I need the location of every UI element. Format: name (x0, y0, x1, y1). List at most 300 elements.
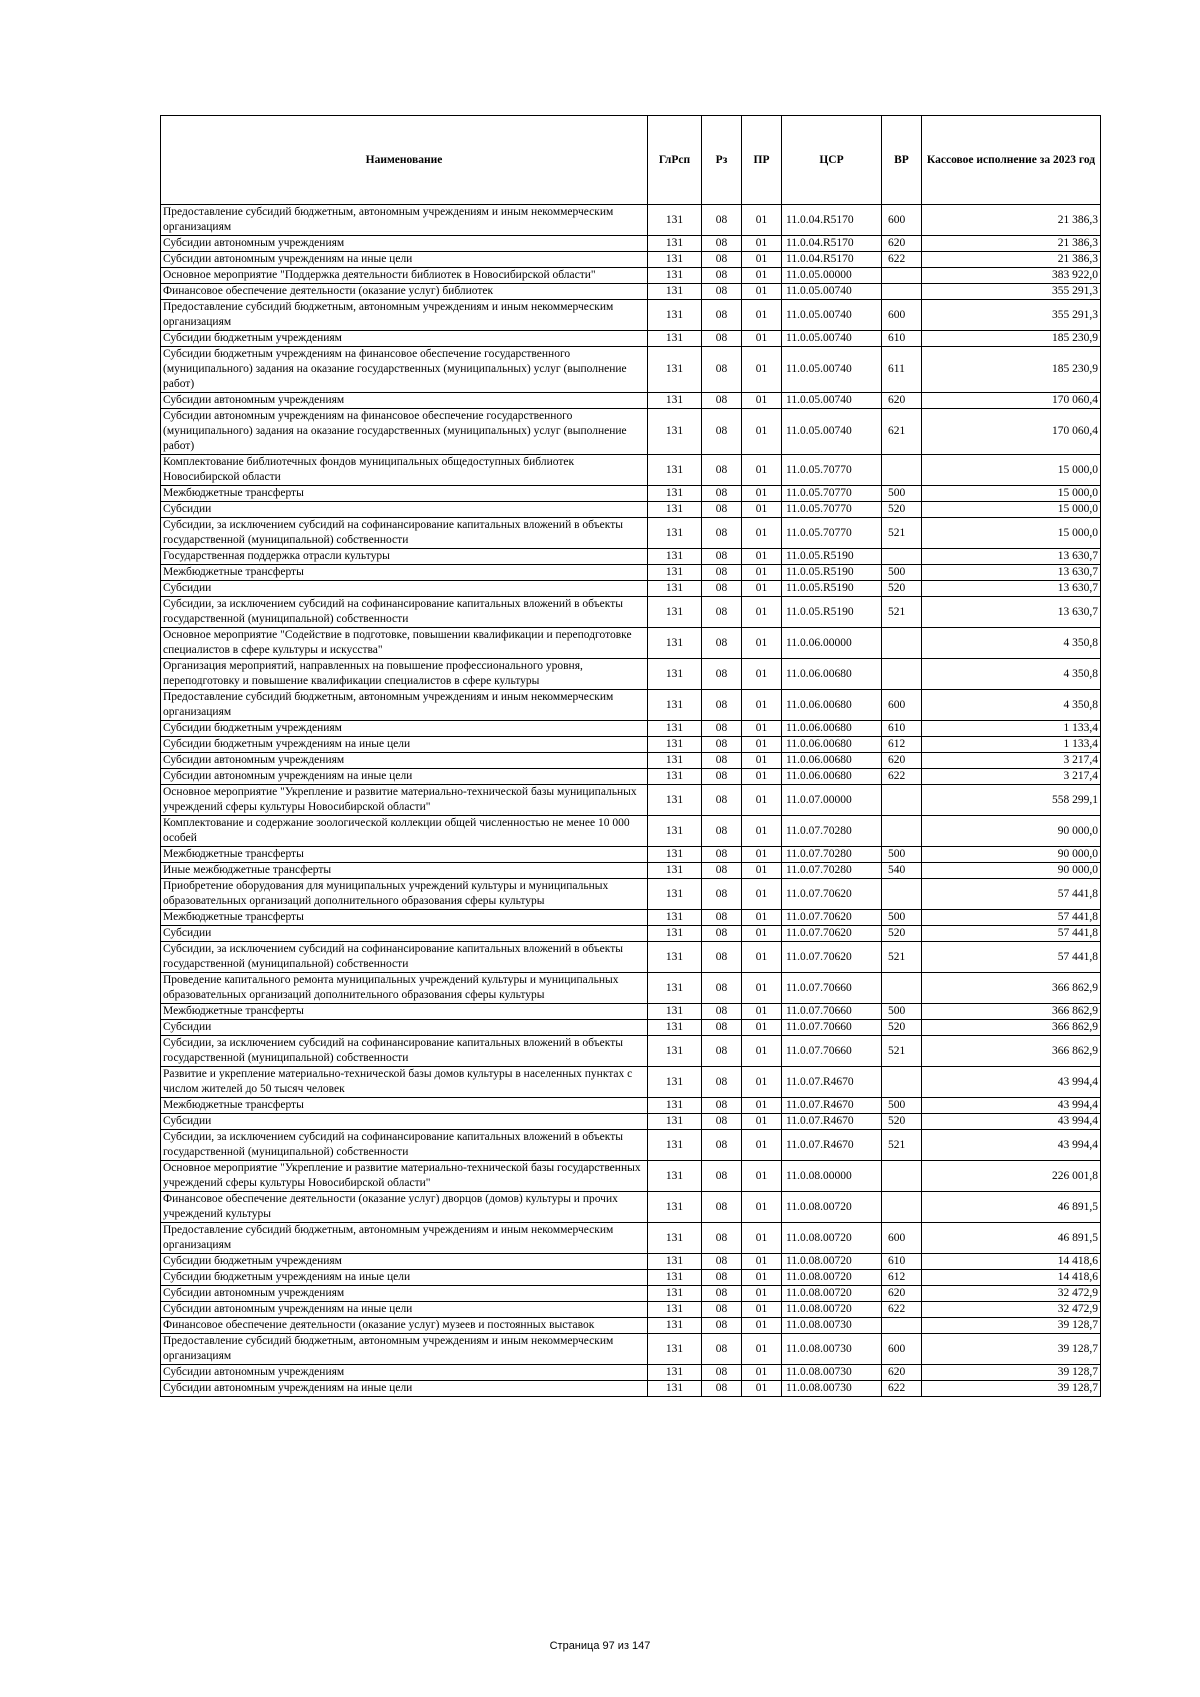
cell-name: Межбюджетные трансферты (161, 1098, 648, 1114)
cell-pr: 01 (742, 910, 782, 926)
cell-rz: 08 (702, 518, 742, 549)
cell-vr: 620 (882, 1365, 922, 1381)
table-row (161, 1334, 1101, 1365)
cell-vr: 521 (882, 1036, 922, 1067)
cell-vr: 521 (882, 597, 922, 628)
table-row (161, 769, 1101, 785)
cell-pr: 01 (742, 1223, 782, 1254)
cell-name: Государственная поддержка отрасли культуры (161, 549, 648, 565)
cell-pr: 01 (742, 284, 782, 300)
cell-pr: 01 (742, 863, 782, 879)
cell-glrsp: 131 (648, 486, 702, 502)
cell-name: Субсидии (161, 581, 648, 597)
cell-amount: 32 472,9 (922, 1286, 1101, 1302)
cell-name: Субсидии бюджетным учреждениям на иные цели (161, 737, 648, 753)
cell-csr: 11.0.05.00740 (782, 393, 882, 409)
cell-name: Развитие и укрепление материально-технической базы домов культуры в населенных пунктах с числом жителей до 50 тысяч человек (161, 1067, 648, 1098)
cell-csr: 11.0.07.70620 (782, 942, 882, 973)
cell-rz: 08 (702, 393, 742, 409)
cell-rz: 08 (702, 973, 742, 1004)
cell-pr: 01 (742, 268, 782, 284)
table-row (161, 1067, 1101, 1098)
cell-pr: 01 (742, 1270, 782, 1286)
cell-pr: 01 (742, 926, 782, 942)
table-row (161, 347, 1101, 393)
cell-rz: 08 (702, 1192, 742, 1223)
cell-amount: 4 350,8 (922, 690, 1101, 721)
cell-amount: 383 922,0 (922, 268, 1101, 284)
cell-name: Межбюджетные трансферты (161, 1004, 648, 1020)
cell-name: Субсидии (161, 926, 648, 942)
table-row (161, 1130, 1101, 1161)
cell-amount: 15 000,0 (922, 518, 1101, 549)
cell-csr: 11.0.07.R4670 (782, 1067, 882, 1098)
cell-pr: 01 (742, 690, 782, 721)
cell-pr: 01 (742, 1302, 782, 1318)
table-row (161, 284, 1101, 300)
cell-rz: 08 (702, 331, 742, 347)
table-row (161, 486, 1101, 502)
cell-csr: 11.0.08.00720 (782, 1270, 882, 1286)
cell-glrsp: 131 (648, 942, 702, 973)
cell-csr: 11.0.08.00720 (782, 1192, 882, 1223)
cell-vr (882, 1318, 922, 1334)
cell-csr: 11.0.07.70660 (782, 1020, 882, 1036)
cell-glrsp: 131 (648, 1130, 702, 1161)
cell-rz: 08 (702, 1098, 742, 1114)
cell-name: Субсидии бюджетным учреждениям на финансовое обеспечение государственного (муниципального) задания на оказание государственных (муниципальных) услуг (выполнение работ) (161, 347, 648, 393)
cell-vr: 610 (882, 1254, 922, 1270)
cell-csr: 11.0.06.00680 (782, 659, 882, 690)
cell-amount: 57 441,8 (922, 910, 1101, 926)
cell-vr: 520 (882, 502, 922, 518)
cell-pr: 01 (742, 1334, 782, 1365)
cell-pr: 01 (742, 1318, 782, 1334)
cell-pr: 01 (742, 455, 782, 486)
cell-csr: 11.0.07.70620 (782, 879, 882, 910)
cell-rz: 08 (702, 409, 742, 455)
table-row (161, 1254, 1101, 1270)
cell-name: Субсидии автономным учреждениям (161, 236, 648, 252)
budget-table (160, 115, 1101, 1397)
cell-csr: 11.0.07.70660 (782, 1004, 882, 1020)
cell-amount: 1 133,4 (922, 721, 1101, 737)
cell-pr: 01 (742, 597, 782, 628)
cell-vr (882, 628, 922, 659)
cell-rz: 08 (702, 1130, 742, 1161)
table-row (161, 1286, 1101, 1302)
cell-glrsp: 131 (648, 1302, 702, 1318)
cell-csr: 11.0.07.R4670 (782, 1130, 882, 1161)
cell-name: Межбюджетные трансферты (161, 565, 648, 581)
cell-pr: 01 (742, 1254, 782, 1270)
table-row (161, 973, 1101, 1004)
cell-rz: 08 (702, 1365, 742, 1381)
cell-csr: 11.0.07.70660 (782, 1036, 882, 1067)
cell-pr: 01 (742, 816, 782, 847)
table-row (161, 331, 1101, 347)
cell-name: Межбюджетные трансферты (161, 910, 648, 926)
cell-name: Комплектование и содержание зоологической коллекции общей численностью не менее 10 000 особей (161, 816, 648, 847)
cell-name: Субсидии, за исключением субсидий на софинансирование капитальных вложений в объекты государственной (муниципальной) собственности (161, 942, 648, 973)
cell-name: Приобретение оборудования для муниципальных учреждений культуры и муниципальных образовательных организаций дополнительного образования сферы культуры (161, 879, 648, 910)
cell-name: Субсидии бюджетным учреждениям (161, 1254, 648, 1270)
cell-csr: 11.0.07.70280 (782, 863, 882, 879)
cell-name: Субсидии, за исключением субсидий на софинансирование капитальных вложений в объекты государственной (муниципальной) собственности (161, 597, 648, 628)
cell-name: Субсидии, за исключением субсидий на софинансирование капитальных вложений в объекты государственной (муниципальной) собственности (161, 1130, 648, 1161)
cell-pr: 01 (742, 785, 782, 816)
cell-glrsp: 131 (648, 393, 702, 409)
table-body (161, 205, 1101, 1397)
cell-csr: 11.0.07.70280 (782, 816, 882, 847)
cell-csr: 11.0.05.70770 (782, 518, 882, 549)
cell-vr: 520 (882, 926, 922, 942)
cell-name: Предоставление субсидий бюджетным, автономным учреждениям и иным некоммерческим организациям (161, 1223, 648, 1254)
cell-amount: 21 386,3 (922, 236, 1101, 252)
cell-glrsp: 131 (648, 1192, 702, 1223)
cell-amount: 39 128,7 (922, 1365, 1101, 1381)
cell-pr: 01 (742, 659, 782, 690)
cell-rz: 08 (702, 347, 742, 393)
table-header-row (161, 116, 1101, 205)
table-row (161, 847, 1101, 863)
cell-name: Основное мероприятие "Содействие в подготовке, повышении квалификации и переподготовке специалистов в сфере культуры и искусства" (161, 628, 648, 659)
cell-vr (882, 455, 922, 486)
cell-amount: 170 060,4 (922, 409, 1101, 455)
table-row (161, 565, 1101, 581)
cell-name: Субсидии автономным учреждениям на иные цели (161, 252, 648, 268)
cell-amount: 13 630,7 (922, 549, 1101, 565)
cell-rz: 08 (702, 769, 742, 785)
cell-rz: 08 (702, 863, 742, 879)
cell-rz: 08 (702, 690, 742, 721)
cell-amount: 366 862,9 (922, 1020, 1101, 1036)
cell-csr: 11.0.06.00680 (782, 721, 882, 737)
cell-name: Субсидии автономным учреждениям на иные цели (161, 1381, 648, 1397)
cell-csr: 11.0.07.70620 (782, 910, 882, 926)
cell-vr (882, 879, 922, 910)
cell-vr: 500 (882, 847, 922, 863)
cell-glrsp: 131 (648, 910, 702, 926)
cell-glrsp: 131 (648, 785, 702, 816)
cell-csr: 11.0.08.00720 (782, 1302, 882, 1318)
cell-vr: 600 (882, 205, 922, 236)
cell-pr: 01 (742, 721, 782, 737)
cell-csr: 11.0.08.00000 (782, 1161, 882, 1192)
cell-vr: 622 (882, 1302, 922, 1318)
cell-glrsp: 131 (648, 518, 702, 549)
cell-pr: 01 (742, 1114, 782, 1130)
cell-amount: 4 350,8 (922, 628, 1101, 659)
cell-pr: 01 (742, 1381, 782, 1397)
cell-vr (882, 785, 922, 816)
cell-rz: 08 (702, 205, 742, 236)
cell-amount: 366 862,9 (922, 973, 1101, 1004)
cell-csr: 11.0.07.00000 (782, 785, 882, 816)
cell-amount: 43 994,4 (922, 1098, 1101, 1114)
cell-vr (882, 1161, 922, 1192)
cell-pr: 01 (742, 1098, 782, 1114)
cell-glrsp: 131 (648, 1098, 702, 1114)
cell-vr: 612 (882, 1270, 922, 1286)
cell-glrsp: 131 (648, 1004, 702, 1020)
table-row (161, 581, 1101, 597)
cell-vr (882, 1192, 922, 1223)
cell-name: Субсидии автономным учреждениям на иные цели (161, 1302, 648, 1318)
table-row (161, 597, 1101, 628)
cell-rz: 08 (702, 1286, 742, 1302)
table-row (161, 721, 1101, 737)
cell-name: Предоставление субсидий бюджетным, автономным учреждениям и иным некоммерческим организациям (161, 690, 648, 721)
cell-vr (882, 816, 922, 847)
cell-name: Субсидии, за исключением субсидий на софинансирование капитальных вложений в объекты государственной (муниципальной) собственности (161, 518, 648, 549)
cell-vr: 620 (882, 1286, 922, 1302)
cell-csr: 11.0.05.R5190 (782, 549, 882, 565)
cell-amount: 57 441,8 (922, 942, 1101, 973)
cell-name: Межбюджетные трансферты (161, 486, 648, 502)
cell-pr: 01 (742, 1192, 782, 1223)
cell-rz: 08 (702, 942, 742, 973)
table-row (161, 236, 1101, 252)
cell-amount: 57 441,8 (922, 926, 1101, 942)
cell-rz: 08 (702, 268, 742, 284)
table-row (161, 1098, 1101, 1114)
cell-amount: 21 386,3 (922, 252, 1101, 268)
header-glrsp: ГлРсп (648, 116, 702, 205)
cell-vr: 610 (882, 721, 922, 737)
cell-glrsp: 131 (648, 409, 702, 455)
cell-name: Субсидии автономным учреждениям (161, 1286, 648, 1302)
cell-name: Предоставление субсидий бюджетным, автономным учреждениям и иным некоммерческим организациям (161, 300, 648, 331)
cell-name: Финансовое обеспечение деятельности (оказание услуг) библиотек (161, 284, 648, 300)
cell-csr: 11.0.07.R4670 (782, 1114, 882, 1130)
cell-rz: 08 (702, 300, 742, 331)
cell-csr: 11.0.08.00720 (782, 1254, 882, 1270)
cell-rz: 08 (702, 737, 742, 753)
cell-glrsp: 131 (648, 502, 702, 518)
cell-csr: 11.0.05.70770 (782, 502, 882, 518)
cell-name: Предоставление субсидий бюджетным, автономным учреждениям и иным некоммерческим организациям (161, 1334, 648, 1365)
cell-vr: 621 (882, 409, 922, 455)
cell-pr: 01 (742, 753, 782, 769)
cell-amount: 90 000,0 (922, 847, 1101, 863)
cell-glrsp: 131 (648, 737, 702, 753)
cell-rz: 08 (702, 549, 742, 565)
cell-vr (882, 659, 922, 690)
table-row (161, 942, 1101, 973)
cell-pr: 01 (742, 486, 782, 502)
cell-name: Субсидии, за исключением субсидий на софинансирование капитальных вложений в объекты государственной (муниципальной) собственности (161, 1036, 648, 1067)
cell-rz: 08 (702, 816, 742, 847)
header-rz: Рз (702, 116, 742, 205)
cell-glrsp: 131 (648, 284, 702, 300)
cell-csr: 11.0.05.00740 (782, 409, 882, 455)
cell-glrsp: 131 (648, 659, 702, 690)
table-row (161, 268, 1101, 284)
cell-rz: 08 (702, 455, 742, 486)
cell-csr: 11.0.05.00740 (782, 300, 882, 331)
cell-vr: 520 (882, 1020, 922, 1036)
cell-csr: 11.0.06.00680 (782, 753, 882, 769)
cell-vr: 500 (882, 565, 922, 581)
cell-amount: 39 128,7 (922, 1334, 1101, 1365)
cell-amount: 185 230,9 (922, 347, 1101, 393)
cell-rz: 08 (702, 628, 742, 659)
cell-vr: 620 (882, 236, 922, 252)
cell-vr: 620 (882, 753, 922, 769)
cell-vr: 600 (882, 1334, 922, 1365)
cell-amount: 15 000,0 (922, 455, 1101, 486)
cell-glrsp: 131 (648, 252, 702, 268)
cell-amount: 4 350,8 (922, 659, 1101, 690)
cell-csr: 11.0.05.00740 (782, 331, 882, 347)
cell-pr: 01 (742, 1004, 782, 1020)
table-row (161, 737, 1101, 753)
cell-name: Субсидии бюджетным учреждениям (161, 331, 648, 347)
cell-name: Организация мероприятий, направленных на повышение профессионального уровня, переподготовку и повышение квалификации специалистов в сфере культуры (161, 659, 648, 690)
cell-amount: 355 291,3 (922, 284, 1101, 300)
cell-amount: 13 630,7 (922, 565, 1101, 581)
cell-name: Основное мероприятие "Укрепление и развитие материально-технической базы муниципальных учреждений сферы культуры Новосибирской области" (161, 785, 648, 816)
table-row (161, 1302, 1101, 1318)
cell-pr: 01 (742, 737, 782, 753)
cell-rz: 08 (702, 284, 742, 300)
cell-pr: 01 (742, 1067, 782, 1098)
cell-name: Субсидии (161, 1114, 648, 1130)
cell-glrsp: 131 (648, 1067, 702, 1098)
cell-csr: 11.0.05.70770 (782, 486, 882, 502)
cell-pr: 01 (742, 331, 782, 347)
cell-csr: 11.0.07.R4670 (782, 1098, 882, 1114)
cell-glrsp: 131 (648, 1270, 702, 1286)
cell-name: Субсидии автономным учреждениям на иные цели (161, 769, 648, 785)
table-row (161, 910, 1101, 926)
table-row (161, 879, 1101, 910)
cell-pr: 01 (742, 300, 782, 331)
cell-rz: 08 (702, 1004, 742, 1020)
cell-name: Финансовое обеспечение деятельности (оказание услуг) дворцов (домов) культуры и прочих учреждений культуры (161, 1192, 648, 1223)
header-pr: ПР (742, 116, 782, 205)
cell-csr: 11.0.05.00740 (782, 284, 882, 300)
cell-glrsp: 131 (648, 1381, 702, 1397)
cell-pr: 01 (742, 393, 782, 409)
cell-vr: 500 (882, 910, 922, 926)
cell-glrsp: 131 (648, 1223, 702, 1254)
cell-name: Межбюджетные трансферты (161, 847, 648, 863)
cell-rz: 08 (702, 721, 742, 737)
cell-csr: 11.0.08.00730 (782, 1381, 882, 1397)
cell-name: Субсидии (161, 1020, 648, 1036)
cell-amount: 170 060,4 (922, 393, 1101, 409)
cell-glrsp: 131 (648, 549, 702, 565)
header-vr: ВР (882, 116, 922, 205)
cell-csr: 11.0.04.R5170 (782, 252, 882, 268)
cell-csr: 11.0.05.00000 (782, 268, 882, 284)
cell-rz: 08 (702, 1114, 742, 1130)
cell-vr: 622 (882, 252, 922, 268)
cell-vr: 600 (882, 300, 922, 331)
table-row (161, 863, 1101, 879)
cell-amount: 3 217,4 (922, 753, 1101, 769)
table-row (161, 455, 1101, 486)
cell-rz: 08 (702, 1254, 742, 1270)
cell-csr: 11.0.05.R5190 (782, 565, 882, 581)
cell-amount: 226 001,8 (922, 1161, 1101, 1192)
table-row (161, 205, 1101, 236)
cell-amount: 43 994,4 (922, 1114, 1101, 1130)
cell-amount: 15 000,0 (922, 486, 1101, 502)
table-row (161, 502, 1101, 518)
cell-vr (882, 973, 922, 1004)
cell-vr: 600 (882, 690, 922, 721)
cell-name: Комплектование библиотечных фондов муниципальных общедоступных библиотек Новосибирской области (161, 455, 648, 486)
cell-name: Субсидии автономным учреждениям (161, 393, 648, 409)
cell-vr: 622 (882, 769, 922, 785)
cell-rz: 08 (702, 252, 742, 268)
cell-vr: 520 (882, 581, 922, 597)
cell-glrsp: 131 (648, 926, 702, 942)
cell-vr: 520 (882, 1114, 922, 1130)
cell-rz: 08 (702, 502, 742, 518)
table-row (161, 926, 1101, 942)
cell-rz: 08 (702, 236, 742, 252)
cell-glrsp: 131 (648, 1254, 702, 1270)
cell-rz: 08 (702, 785, 742, 816)
cell-vr (882, 268, 922, 284)
cell-csr: 11.0.08.00730 (782, 1318, 882, 1334)
cell-csr: 11.0.04.R5170 (782, 205, 882, 236)
table-row (161, 816, 1101, 847)
cell-pr: 01 (742, 409, 782, 455)
cell-rz: 08 (702, 1334, 742, 1365)
cell-glrsp: 131 (648, 455, 702, 486)
cell-pr: 01 (742, 769, 782, 785)
table-row (161, 409, 1101, 455)
cell-glrsp: 131 (648, 816, 702, 847)
cell-pr: 01 (742, 549, 782, 565)
cell-rz: 08 (702, 565, 742, 581)
cell-pr: 01 (742, 581, 782, 597)
cell-name: Субсидии бюджетным учреждениям на иные цели (161, 1270, 648, 1286)
table-row (161, 1036, 1101, 1067)
table-row (161, 690, 1101, 721)
cell-rz: 08 (702, 1036, 742, 1067)
cell-amount: 3 217,4 (922, 769, 1101, 785)
cell-glrsp: 131 (648, 347, 702, 393)
table-row (161, 518, 1101, 549)
cell-csr: 11.0.08.00720 (782, 1286, 882, 1302)
cell-csr: 11.0.05.00740 (782, 347, 882, 393)
cell-rz: 08 (702, 879, 742, 910)
cell-rz: 08 (702, 597, 742, 628)
cell-pr: 01 (742, 236, 782, 252)
cell-vr: 521 (882, 942, 922, 973)
cell-rz: 08 (702, 1223, 742, 1254)
cell-pr: 01 (742, 1286, 782, 1302)
cell-rz: 08 (702, 659, 742, 690)
cell-pr: 01 (742, 565, 782, 581)
cell-glrsp: 131 (648, 565, 702, 581)
cell-amount: 90 000,0 (922, 816, 1101, 847)
cell-glrsp: 131 (648, 597, 702, 628)
cell-amount: 43 994,4 (922, 1130, 1101, 1161)
header-name: Наименование (161, 116, 648, 205)
cell-amount: 43 994,4 (922, 1067, 1101, 1098)
cell-name: Иные межбюджетные трансферты (161, 863, 648, 879)
cell-vr: 540 (882, 863, 922, 879)
table-row (161, 1004, 1101, 1020)
cell-glrsp: 131 (648, 1334, 702, 1365)
